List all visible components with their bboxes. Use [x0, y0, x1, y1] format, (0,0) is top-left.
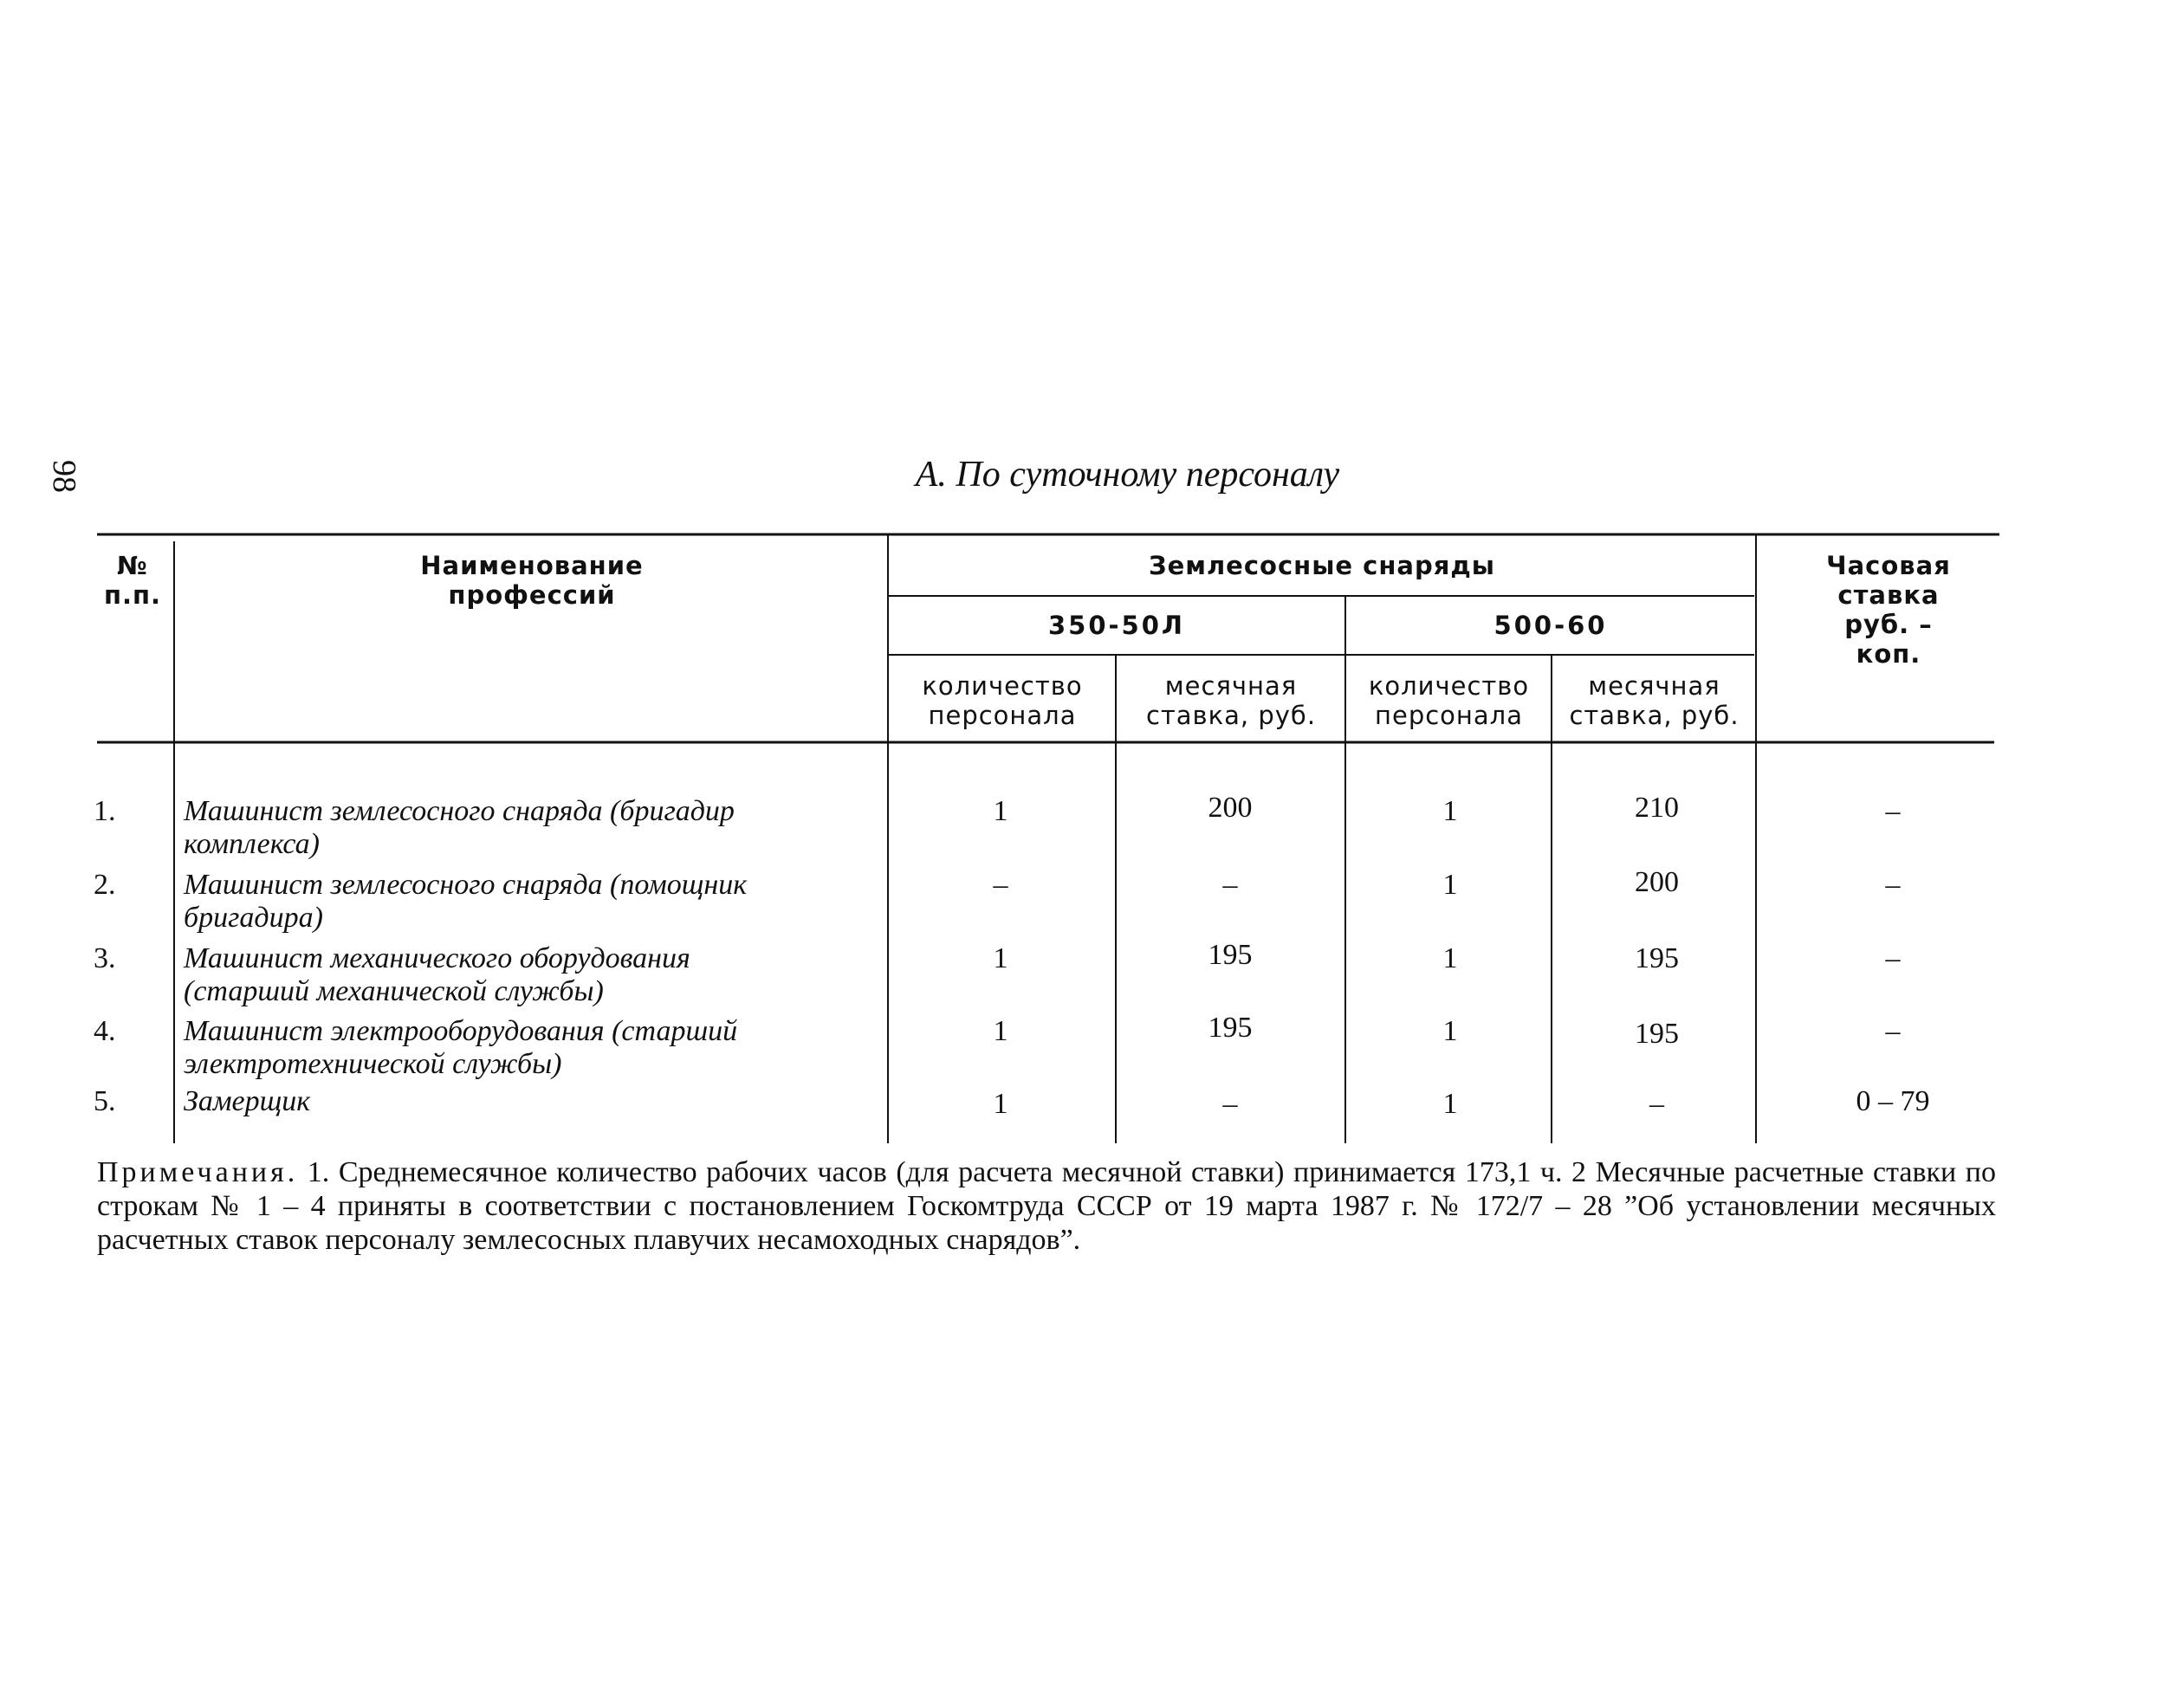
row-monthly-500: 195	[1635, 942, 1679, 974]
row-monthly-350: 200	[1208, 792, 1253, 824]
row-profession: Замерщик	[184, 1085, 311, 1117]
row-monthly-350: –	[1222, 1088, 1238, 1120]
row-profession: Машинист механического оборудования (старший механической службы)	[184, 942, 690, 1007]
row-quantity-350: –	[993, 869, 1008, 901]
row-quantity-500: 1	[1442, 869, 1458, 901]
header-hourly-rate: Часовая ставка руб. – коп.	[1826, 551, 1951, 669]
row-hourly: –	[1885, 869, 1901, 901]
row-quantity-350: 1	[993, 1015, 1008, 1047]
header-number: № п.п.	[103, 551, 162, 610]
row-hourly: –	[1885, 795, 1901, 827]
row-monthly-500: –	[1649, 1088, 1664, 1120]
header-model-500-60: 500-60	[1493, 611, 1608, 640]
row-quantity-500: 1	[1442, 795, 1458, 827]
row-monthly-350: 195	[1208, 939, 1253, 971]
notes-paragraph	[97, 1155, 1996, 1257]
notes-text: 1. Среднемесячное количество рабочих часов (для расчета месячной ставки) принимается 173,1 ч. 2 Месячные расчетные ставки по строкам № 1 – 4 приняты в соответствии с постановлением Госкомтруда СССР от 19 марта 1987 г. № 172/7 – 28 ”Об установлении месячных расчетных ставок персоналу землесосных плавучих несамоходных снарядов”.	[97, 1156, 1996, 1256]
row-number: 4.	[94, 1015, 116, 1047]
row-quantity-350: 1	[993, 1088, 1008, 1120]
header-quantity-2: количество персонала	[1368, 671, 1530, 730]
row-profession: Машинист электрооборудования (старший электротехнической службы)	[184, 1015, 738, 1080]
row-number: 3.	[94, 942, 116, 974]
header-monthly-1: месячная ставка, руб.	[1145, 671, 1317, 730]
row-number: 1.	[94, 795, 116, 827]
row-quantity-500: 1	[1442, 1088, 1458, 1120]
header-dredgers-group: Землесосные снаряды	[1148, 551, 1496, 580]
row-monthly-350: –	[1222, 869, 1238, 901]
row-monthly-500: 210	[1635, 792, 1679, 824]
row-number: 2.	[94, 869, 116, 901]
row-monthly-350: 195	[1208, 1012, 1253, 1044]
header-model-350-50l: 350-50Л	[1047, 611, 1185, 640]
row-number: 5.	[94, 1085, 116, 1117]
row-hourly: –	[1885, 1015, 1901, 1047]
row-hourly: –	[1885, 942, 1901, 974]
header-monthly-2: месячная ставка, руб.	[1569, 671, 1740, 730]
row-quantity-500: 1	[1442, 1015, 1458, 1047]
notes-label: Примечания.	[97, 1156, 299, 1188]
row-monthly-500: 195	[1635, 1018, 1679, 1050]
header-quantity-1: количество персонала	[922, 671, 1083, 730]
row-quantity-350: 1	[993, 795, 1008, 827]
row-hourly: 0 – 79	[1856, 1085, 1930, 1117]
row-quantity-500: 1	[1442, 942, 1458, 974]
row-quantity-350: 1	[993, 942, 1008, 974]
row-profession: Машинист землесосного снаряда (помощник бригадира)	[184, 869, 748, 934]
section-title: А. По суточному персоналу	[915, 455, 1340, 495]
row-profession: Машинист землесосного снаряда (бригадир комплекса)	[184, 795, 735, 860]
row-monthly-500: 200	[1635, 866, 1679, 898]
page-number: 98	[46, 460, 82, 493]
header-profession: Наименование профессий	[420, 551, 644, 610]
